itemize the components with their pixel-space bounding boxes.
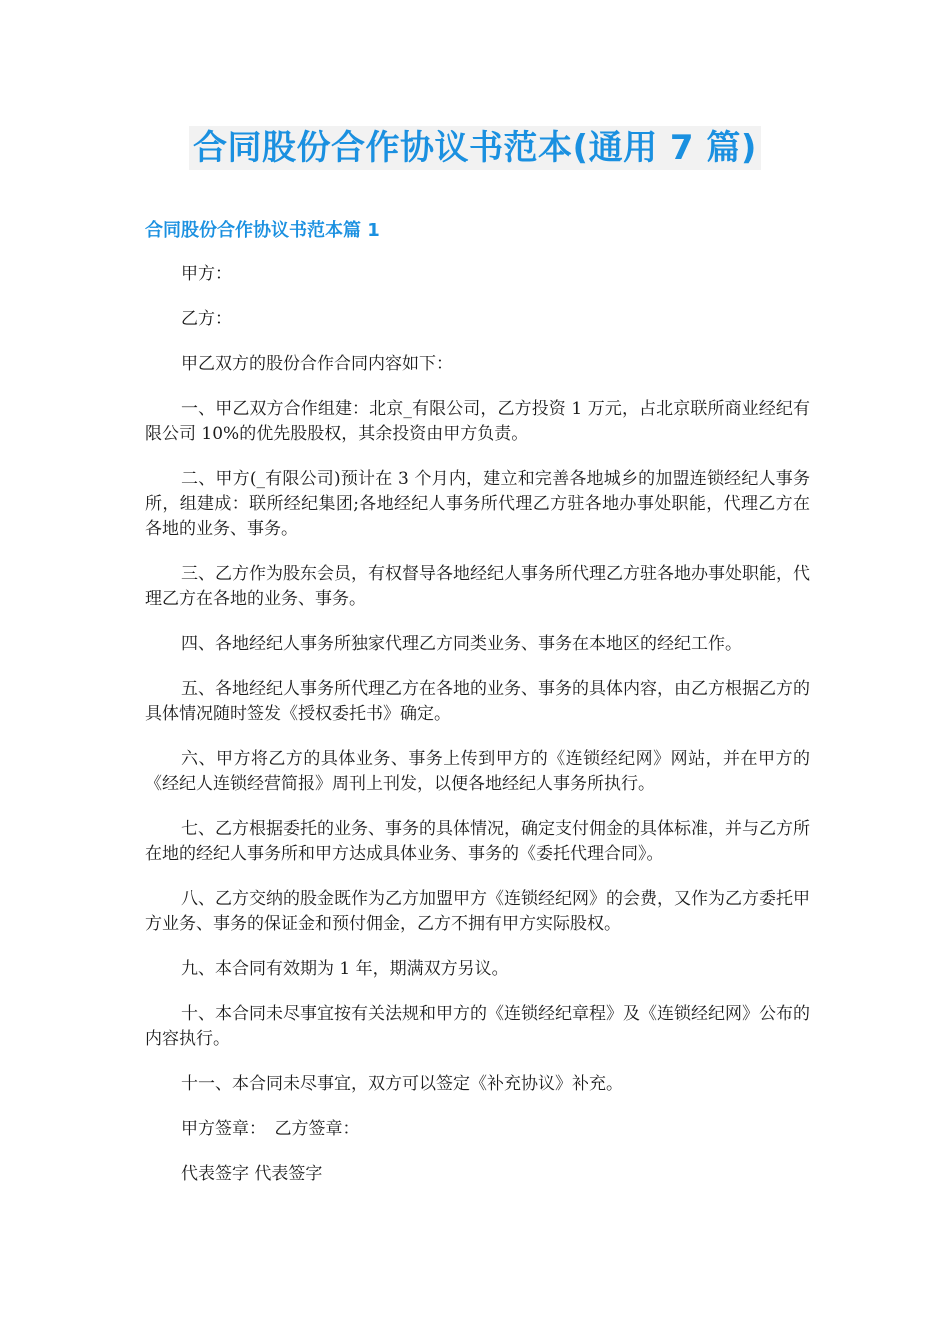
paragraph-signatures: 甲方签章： 乙方签章： bbox=[181, 1119, 360, 1139]
paragraph-clause-3: 三、乙方作为股东会员，有权督导各地经纪人事务所代理乙方驻各地办事处职能，代理乙方在各地的业务、事务。 bbox=[145, 564, 810, 609]
document-title: 合同股份合作协议书范本(通用 7 篇) bbox=[189, 126, 761, 170]
paragraph-clause-2: 二、甲方(_有限公司)预计在 3 个月内，建立和完善各地城乡的加盟连锁经纪人事务所，组建成：联所经纪集团;各地经纪人事务所代理乙方驻各地办事处职能，代理乙方在各地的业务、事务。 bbox=[145, 469, 810, 539]
paragraph-clause-4: 四、各地经纪人事务所独家代理乙方同类业务、事务在本地区的经纪工作。 bbox=[181, 634, 742, 654]
paragraph-clause-1: 一、甲乙双方合作组建：北京_有限公司，乙方投资 1 万元，占北京联所商业经纪有限公司 10%的优先股股权，其余投资由甲方负责。 bbox=[145, 399, 810, 444]
paragraph-clause-5: 五、各地经纪人事务所代理乙方在各地的业务、事务的具体内容，由乙方根据乙方的具体情况随时签发《授权委托书》确定。 bbox=[145, 679, 810, 724]
paragraph-clause-11: 十一、本合同未尽事宜，双方可以签定《补充协议》补充。 bbox=[181, 1074, 623, 1094]
paragraph-clause-10: 十、本合同未尽事宜按有关法规和甲方的《连锁经纪章程》及《连锁经纪网》公布的内容执行。 bbox=[145, 1004, 810, 1049]
paragraph-clause-6: 六、甲方将乙方的具体业务、事务上传到甲方的《连锁经纪网》网站，并在甲方的《经纪人连锁经营简报》周刊上刊发，以便各地经纪人事务所执行。 bbox=[145, 749, 810, 794]
paragraph-intro: 甲乙双方的股份合作合同内容如下： bbox=[181, 354, 453, 374]
paragraph-party-a: 甲方： bbox=[181, 264, 232, 284]
paragraph-representatives: 代表签字 代表签字 bbox=[181, 1164, 323, 1184]
paragraph-party-b: 乙方： bbox=[181, 309, 232, 329]
paragraph-clause-8: 八、乙方交纳的股金既作为乙方加盟甲方《连锁经纪网》的会费，又作为乙方委托甲方业务、事务的保证金和预付佣金，乙方不拥有甲方实际股权。 bbox=[145, 889, 810, 934]
section-heading: 合同股份合作协议书范本篇 1 bbox=[145, 220, 380, 241]
title-wrapper bbox=[0, 126, 950, 170]
paragraph-clause-9: 九、本合同有效期为 1 年，期满双方另议。 bbox=[181, 959, 509, 979]
document-body bbox=[145, 262, 810, 1207]
paragraph-clause-7: 七、乙方根据委托的业务、事务的具体情况，确定支付佣金的具体标准，并与乙方所在地的经纪人事务所和甲方达成具体业务、事务的《委托代理合同》。 bbox=[145, 819, 810, 864]
